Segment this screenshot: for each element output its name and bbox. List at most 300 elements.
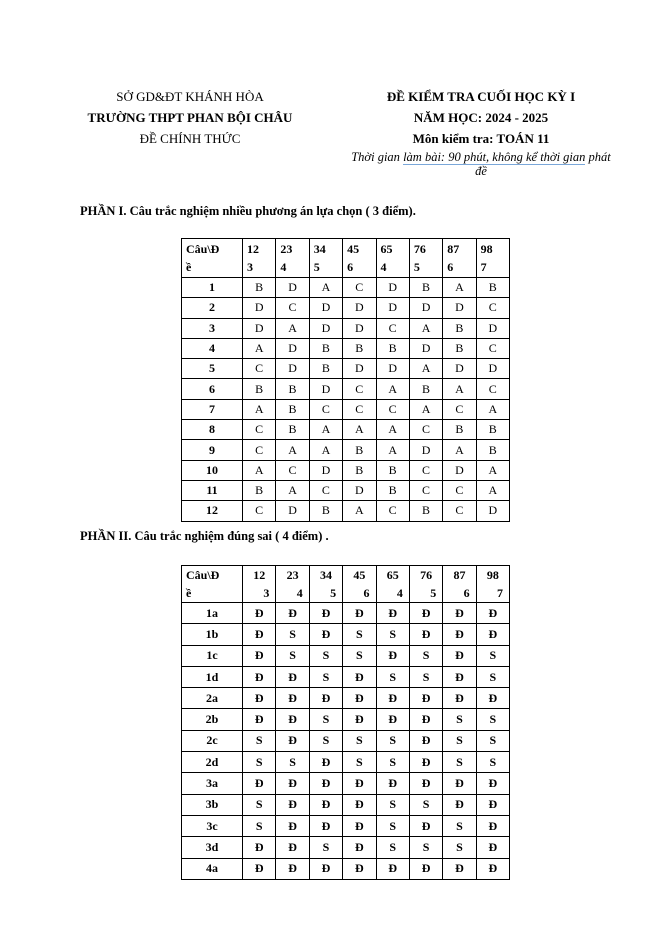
- answer-cell: Đ: [443, 688, 476, 709]
- answer-cell: Đ: [476, 603, 509, 624]
- answer-cell: D: [276, 501, 309, 521]
- answer-cell: C: [443, 501, 476, 521]
- exam-code-line2: 4: [296, 586, 303, 600]
- answer-cell: D: [476, 501, 509, 521]
- answer-cell: C: [276, 460, 309, 480]
- question-number-cell: 4: [182, 338, 243, 358]
- answer-cell: B: [376, 460, 409, 480]
- question-number-cell: 10: [182, 460, 243, 480]
- answer-cell: Đ: [243, 688, 276, 709]
- answer-cell: A: [276, 440, 309, 460]
- answer-cell: D: [443, 460, 476, 480]
- answer-cell: A: [243, 338, 276, 358]
- part2-answer-table: [181, 565, 510, 880]
- answer-cell: Đ: [443, 794, 476, 815]
- header-cell-exam-code: [243, 566, 276, 603]
- question-number-cell: 4a: [182, 858, 243, 879]
- answer-cell: Đ: [276, 773, 309, 794]
- exam-subject: Môn kiểm tra: TOÁN 11: [412, 131, 550, 146]
- table-row: [182, 480, 510, 500]
- table-row: [182, 318, 510, 338]
- answer-cell: Đ: [343, 794, 376, 815]
- answer-cell: Đ: [276, 709, 309, 730]
- answer-cell: B: [309, 501, 342, 521]
- table-row: [182, 752, 510, 773]
- answer-cell: Đ: [309, 603, 342, 624]
- answer-cell: D: [309, 298, 342, 318]
- answer-cell: A: [476, 480, 509, 500]
- answer-cell: B: [443, 338, 476, 358]
- table-row: [182, 359, 510, 379]
- answer-cell: Đ: [309, 794, 342, 815]
- exam-code-line1: 45: [347, 242, 360, 256]
- exam-code-line2: 3: [263, 586, 270, 600]
- answer-cell: B: [276, 379, 309, 399]
- answer-cell: A: [376, 440, 409, 460]
- answer-cell: A: [409, 359, 442, 379]
- answer-cell: A: [476, 399, 509, 419]
- question-number-cell: 3b: [182, 794, 243, 815]
- answer-cell: Đ: [476, 794, 509, 815]
- answer-cell: A: [276, 318, 309, 338]
- answer-cell: S: [276, 752, 309, 773]
- question-number-cell: 3a: [182, 773, 243, 794]
- exam-code-line2: 5: [313, 260, 320, 274]
- answer-cell: Đ: [376, 603, 409, 624]
- exam-code-line1: 98: [486, 568, 499, 582]
- answer-cell: S: [343, 624, 376, 645]
- answer-cell: S: [276, 645, 309, 666]
- answer-cell: B: [343, 460, 376, 480]
- exam-code-line1: 12: [247, 242, 259, 256]
- answer-cell: S: [376, 666, 409, 687]
- header-cell-exam-code: [343, 566, 376, 603]
- question-number-cell: 6: [182, 379, 243, 399]
- table-row: [182, 420, 510, 440]
- answer-cell: B: [343, 338, 376, 358]
- exam-code-line2: 5: [413, 260, 420, 274]
- answer-cell: C: [376, 399, 409, 419]
- table-row: [182, 858, 510, 879]
- answer-cell: C: [243, 501, 276, 521]
- answer-cell: Đ: [343, 666, 376, 687]
- answer-cell: Đ: [376, 858, 409, 879]
- answer-cell: Đ: [476, 815, 509, 836]
- answer-cell: Đ: [409, 730, 442, 751]
- answer-cell: Đ: [243, 603, 276, 624]
- answer-cell: Đ: [476, 837, 509, 858]
- question-number-cell: 1a: [182, 603, 243, 624]
- answer-cell: S: [476, 645, 509, 666]
- answer-cell: S: [343, 730, 376, 751]
- answer-cell: A: [343, 501, 376, 521]
- school-year: NĂM HỌC: 2024 - 2025: [413, 110, 549, 125]
- question-number-cell: 1b: [182, 624, 243, 645]
- answer-cell: Đ: [476, 773, 509, 794]
- exam-code-line2: 3: [247, 260, 253, 274]
- table-row: [182, 379, 510, 399]
- answer-cell: B: [276, 420, 309, 440]
- exam-code-line1: 45: [353, 568, 366, 582]
- answer-cell: S: [276, 624, 309, 645]
- exam-code-line1: 65: [386, 568, 399, 582]
- question-number-cell: 5: [182, 359, 243, 379]
- table-header-row: [182, 239, 510, 278]
- official-label: ĐỀ CHÍNH THỨC: [139, 131, 241, 146]
- answer-cell: Đ: [476, 624, 509, 645]
- table-row: [182, 603, 510, 624]
- exam-code-line1: 87: [453, 568, 466, 582]
- answer-cell: S: [443, 815, 476, 836]
- answer-cell: Đ: [309, 688, 342, 709]
- answer-cell: D: [309, 379, 342, 399]
- answer-cell: C: [409, 420, 442, 440]
- question-number-cell: 11: [182, 480, 243, 500]
- header-cell-exam-code: [309, 566, 342, 603]
- answer-cell: D: [243, 298, 276, 318]
- answer-cell: S: [243, 794, 276, 815]
- answer-cell: A: [243, 399, 276, 419]
- answer-cell: D: [409, 338, 442, 358]
- answer-cell: D: [276, 278, 309, 298]
- answer-cell: C: [476, 379, 509, 399]
- header-cell-exam-code: [276, 566, 309, 603]
- answer-cell: S: [443, 837, 476, 858]
- answer-cell: C: [376, 501, 409, 521]
- table-row: [182, 399, 510, 419]
- answer-cell: C: [409, 460, 442, 480]
- answer-cell: Đ: [409, 773, 442, 794]
- answer-cell: Đ: [309, 624, 342, 645]
- question-number-cell: 7: [182, 399, 243, 419]
- answer-cell: C: [309, 399, 342, 419]
- header-text-line1: Câu\Đ: [186, 568, 220, 582]
- answer-cell: Đ: [309, 815, 342, 836]
- answer-cell: S: [243, 730, 276, 751]
- header-cell-exam-code: [243, 239, 276, 278]
- header-cell-exam-code: [276, 239, 309, 278]
- answer-cell: D: [376, 278, 409, 298]
- header-cell-exam-code: [309, 239, 342, 278]
- table-row: [182, 278, 510, 298]
- answer-cell: C: [376, 318, 409, 338]
- answer-cell: Đ: [343, 858, 376, 879]
- answer-cell: Đ: [443, 858, 476, 879]
- question-number-cell: 1d: [182, 666, 243, 687]
- answer-cell: C: [243, 359, 276, 379]
- answer-cell: Đ: [309, 858, 342, 879]
- answer-cell: Đ: [443, 645, 476, 666]
- header-cell-exam-code: [443, 239, 476, 278]
- answer-cell: Đ: [309, 773, 342, 794]
- header-text-line2: ề: [186, 260, 192, 274]
- question-number-cell: 1: [182, 278, 243, 298]
- time-suffix: phát: [585, 150, 611, 164]
- header-cell-question-code: [182, 239, 243, 278]
- exam-code-line2: 7: [480, 260, 487, 274]
- question-number-cell: 2b: [182, 709, 243, 730]
- department-name: SỞ GD&ĐT KHÁNH HÒA: [116, 89, 264, 104]
- answer-cell: C: [276, 298, 309, 318]
- exam-code-line2: 6: [447, 260, 454, 274]
- time-prefix: Thời gian: [351, 150, 404, 164]
- answer-cell: Đ: [443, 603, 476, 624]
- table-row: [182, 501, 510, 521]
- exam-code-line1: 65: [380, 242, 393, 256]
- exam-code-line1: 12: [253, 568, 266, 582]
- exam-code-line2: 4: [380, 260, 387, 274]
- answer-cell: A: [309, 440, 342, 460]
- answer-cell: C: [343, 278, 376, 298]
- answer-cell: C: [309, 480, 342, 500]
- question-number-cell: 3c: [182, 815, 243, 836]
- answer-cell: B: [476, 420, 509, 440]
- answer-cell: A: [443, 440, 476, 460]
- answer-cell: Đ: [243, 837, 276, 858]
- header-cell-exam-code: [343, 239, 376, 278]
- header-text-line2: ề: [186, 586, 192, 600]
- answer-cell: B: [343, 440, 376, 460]
- question-number-cell: 2c: [182, 730, 243, 751]
- answer-cell: C: [343, 379, 376, 399]
- table-row: [182, 338, 510, 358]
- table-row: [182, 624, 510, 645]
- answer-cell: S: [409, 794, 442, 815]
- question-number-cell: 2a: [182, 688, 243, 709]
- answer-cell: C: [409, 480, 442, 500]
- answer-cell: D: [376, 359, 409, 379]
- answer-cell: S: [376, 624, 409, 645]
- exam-code-line2: 6: [347, 260, 354, 274]
- answer-cell: S: [309, 666, 342, 687]
- table-header-row: [182, 566, 510, 603]
- answer-cell: S: [476, 752, 509, 773]
- exam-time: [322, 150, 640, 164]
- answer-cell: Đ: [409, 688, 442, 709]
- exam-code-line2: 6: [463, 586, 470, 600]
- exam-title: ĐỀ KIỂM TRA CUỐI HỌC KỲ I: [386, 89, 576, 104]
- answer-cell: B: [376, 480, 409, 500]
- answer-cell: D: [343, 318, 376, 338]
- table-row: [182, 298, 510, 318]
- answer-cell: S: [309, 709, 342, 730]
- answer-cell: S: [309, 645, 342, 666]
- header-cell-exam-code: [409, 566, 442, 603]
- answer-cell: Đ: [243, 624, 276, 645]
- answer-cell: A: [443, 278, 476, 298]
- answer-cell: A: [309, 420, 342, 440]
- answer-cell: D: [243, 318, 276, 338]
- answer-cell: S: [476, 730, 509, 751]
- answer-cell: A: [276, 480, 309, 500]
- answer-cell: Đ: [409, 709, 442, 730]
- exam-code-line1: 87: [447, 242, 460, 256]
- answer-cell: D: [443, 298, 476, 318]
- table-row: [182, 688, 510, 709]
- answer-cell: S: [376, 794, 409, 815]
- answer-cell: S: [443, 752, 476, 773]
- answer-cell: D: [409, 298, 442, 318]
- answer-cell: C: [443, 480, 476, 500]
- exam-code-line2: 7: [497, 586, 503, 600]
- answer-cell: B: [443, 420, 476, 440]
- exam-code-line1: 76: [413, 242, 426, 256]
- answer-cell: Đ: [376, 773, 409, 794]
- table-row: [182, 815, 510, 836]
- answer-cell: Đ: [409, 858, 442, 879]
- answer-cell: S: [376, 752, 409, 773]
- answer-cell: B: [443, 318, 476, 338]
- question-number-cell: 9: [182, 440, 243, 460]
- answer-cell: Đ: [376, 645, 409, 666]
- answer-cell: S: [343, 645, 376, 666]
- answer-cell: S: [476, 666, 509, 687]
- header-cell-question-code: [182, 566, 243, 603]
- answer-cell: A: [409, 399, 442, 419]
- answer-cell: A: [376, 379, 409, 399]
- answer-cell: Đ: [243, 773, 276, 794]
- answer-cell: Đ: [376, 709, 409, 730]
- answer-cell: Đ: [343, 815, 376, 836]
- answer-cell: D: [309, 460, 342, 480]
- answer-cell: Đ: [276, 794, 309, 815]
- question-number-cell: 3d: [182, 837, 243, 858]
- answer-cell: B: [243, 379, 276, 399]
- answer-cell: Đ: [443, 773, 476, 794]
- table-row: [182, 645, 510, 666]
- answer-cell: Đ: [476, 858, 509, 879]
- answer-cell: B: [409, 278, 442, 298]
- answer-cell: Đ: [276, 603, 309, 624]
- answer-cell: Đ: [309, 752, 342, 773]
- answer-cell: A: [476, 460, 509, 480]
- table-row: [182, 440, 510, 460]
- answer-cell: Đ: [243, 709, 276, 730]
- answer-cell: Đ: [343, 773, 376, 794]
- answer-cell: Đ: [276, 837, 309, 858]
- table-row: [182, 837, 510, 858]
- header-left: [70, 86, 310, 149]
- answer-cell: A: [309, 278, 342, 298]
- answer-cell: D: [343, 359, 376, 379]
- answer-cell: A: [243, 460, 276, 480]
- header-cell-exam-code: [476, 239, 509, 278]
- answer-cell: Đ: [443, 624, 476, 645]
- table-row: [182, 666, 510, 687]
- answer-cell: Đ: [343, 688, 376, 709]
- answer-cell: S: [243, 815, 276, 836]
- table-row: [182, 709, 510, 730]
- answer-cell: Đ: [276, 688, 309, 709]
- header-text-line1: Câu\Đ: [186, 242, 220, 256]
- answer-cell: S: [376, 815, 409, 836]
- answer-cell: Đ: [343, 603, 376, 624]
- answer-cell: D: [476, 318, 509, 338]
- answer-cell: Đ: [243, 666, 276, 687]
- answer-cell: A: [376, 420, 409, 440]
- table-row: [182, 794, 510, 815]
- answer-cell: Đ: [276, 858, 309, 879]
- exam-code-line2: 4: [396, 586, 403, 600]
- answer-cell: B: [309, 338, 342, 358]
- header-cell-exam-code: [409, 239, 442, 278]
- answer-cell: B: [409, 379, 442, 399]
- answer-cell: C: [476, 338, 509, 358]
- exam-code-line1: 76: [420, 568, 433, 582]
- header-cell-exam-code: [376, 239, 409, 278]
- exam-code-line2: 5: [330, 586, 337, 600]
- answer-cell: C: [443, 399, 476, 419]
- part1-answer-table: [181, 238, 510, 522]
- question-number-cell: 8: [182, 420, 243, 440]
- answer-cell: D: [443, 359, 476, 379]
- answer-cell: Đ: [276, 730, 309, 751]
- answer-cell: Đ: [243, 645, 276, 666]
- answer-cell: A: [409, 318, 442, 338]
- answer-cell: D: [343, 298, 376, 318]
- answer-cell: S: [409, 837, 442, 858]
- answer-cell: D: [276, 338, 309, 358]
- answer-cell: S: [476, 709, 509, 730]
- exam-time-last: đề: [475, 164, 487, 178]
- answer-cell: Đ: [409, 752, 442, 773]
- table-row: [182, 730, 510, 751]
- part2-heading: PHẦN II. Câu trắc nghiệm đúng sai ( 4 điểm) .: [80, 529, 329, 543]
- answer-cell: S: [309, 837, 342, 858]
- answer-cell: Đ: [243, 858, 276, 879]
- question-number-cell: 12: [182, 501, 243, 521]
- answer-cell: A: [343, 420, 376, 440]
- time-underlined: làm bài: 90 phút, không kể thời gian: [403, 150, 586, 164]
- answer-cell: Đ: [276, 815, 309, 836]
- exam-code-line1: 34: [319, 568, 332, 582]
- answer-cell: Đ: [409, 815, 442, 836]
- answer-cell: S: [409, 666, 442, 687]
- answer-cell: D: [276, 359, 309, 379]
- header-cell-exam-code: [476, 566, 509, 603]
- answer-cell: Đ: [443, 666, 476, 687]
- answer-cell: S: [376, 837, 409, 858]
- exam-code-line2: 4: [280, 260, 287, 274]
- exam-code-line2: 6: [363, 586, 370, 600]
- answer-cell: Đ: [276, 666, 309, 687]
- answer-cell: Đ: [376, 688, 409, 709]
- answer-cell: B: [476, 440, 509, 460]
- answer-cell: C: [343, 399, 376, 419]
- answer-cell: B: [276, 399, 309, 419]
- header-cell-exam-code: [443, 566, 476, 603]
- answer-cell: D: [309, 318, 342, 338]
- school-name: TRƯỜNG THPT PHAN BỘI CHÂU: [87, 110, 293, 125]
- exam-code-line1: 23: [280, 242, 293, 256]
- answer-cell: S: [376, 730, 409, 751]
- question-number-cell: 2d: [182, 752, 243, 773]
- exam-code-line1: 34: [313, 242, 326, 256]
- answer-cell: B: [243, 480, 276, 500]
- answer-cell: B: [243, 278, 276, 298]
- answer-cell: B: [476, 278, 509, 298]
- answer-cell: C: [243, 440, 276, 460]
- answer-cell: Đ: [476, 688, 509, 709]
- question-number-cell: 2: [182, 298, 243, 318]
- answer-cell: Đ: [409, 603, 442, 624]
- table-row: [182, 460, 510, 480]
- header-cell-exam-code: [376, 566, 409, 603]
- answer-cell: C: [243, 420, 276, 440]
- answer-cell: A: [443, 379, 476, 399]
- question-number-cell: 3: [182, 318, 243, 338]
- question-number-cell: 1c: [182, 645, 243, 666]
